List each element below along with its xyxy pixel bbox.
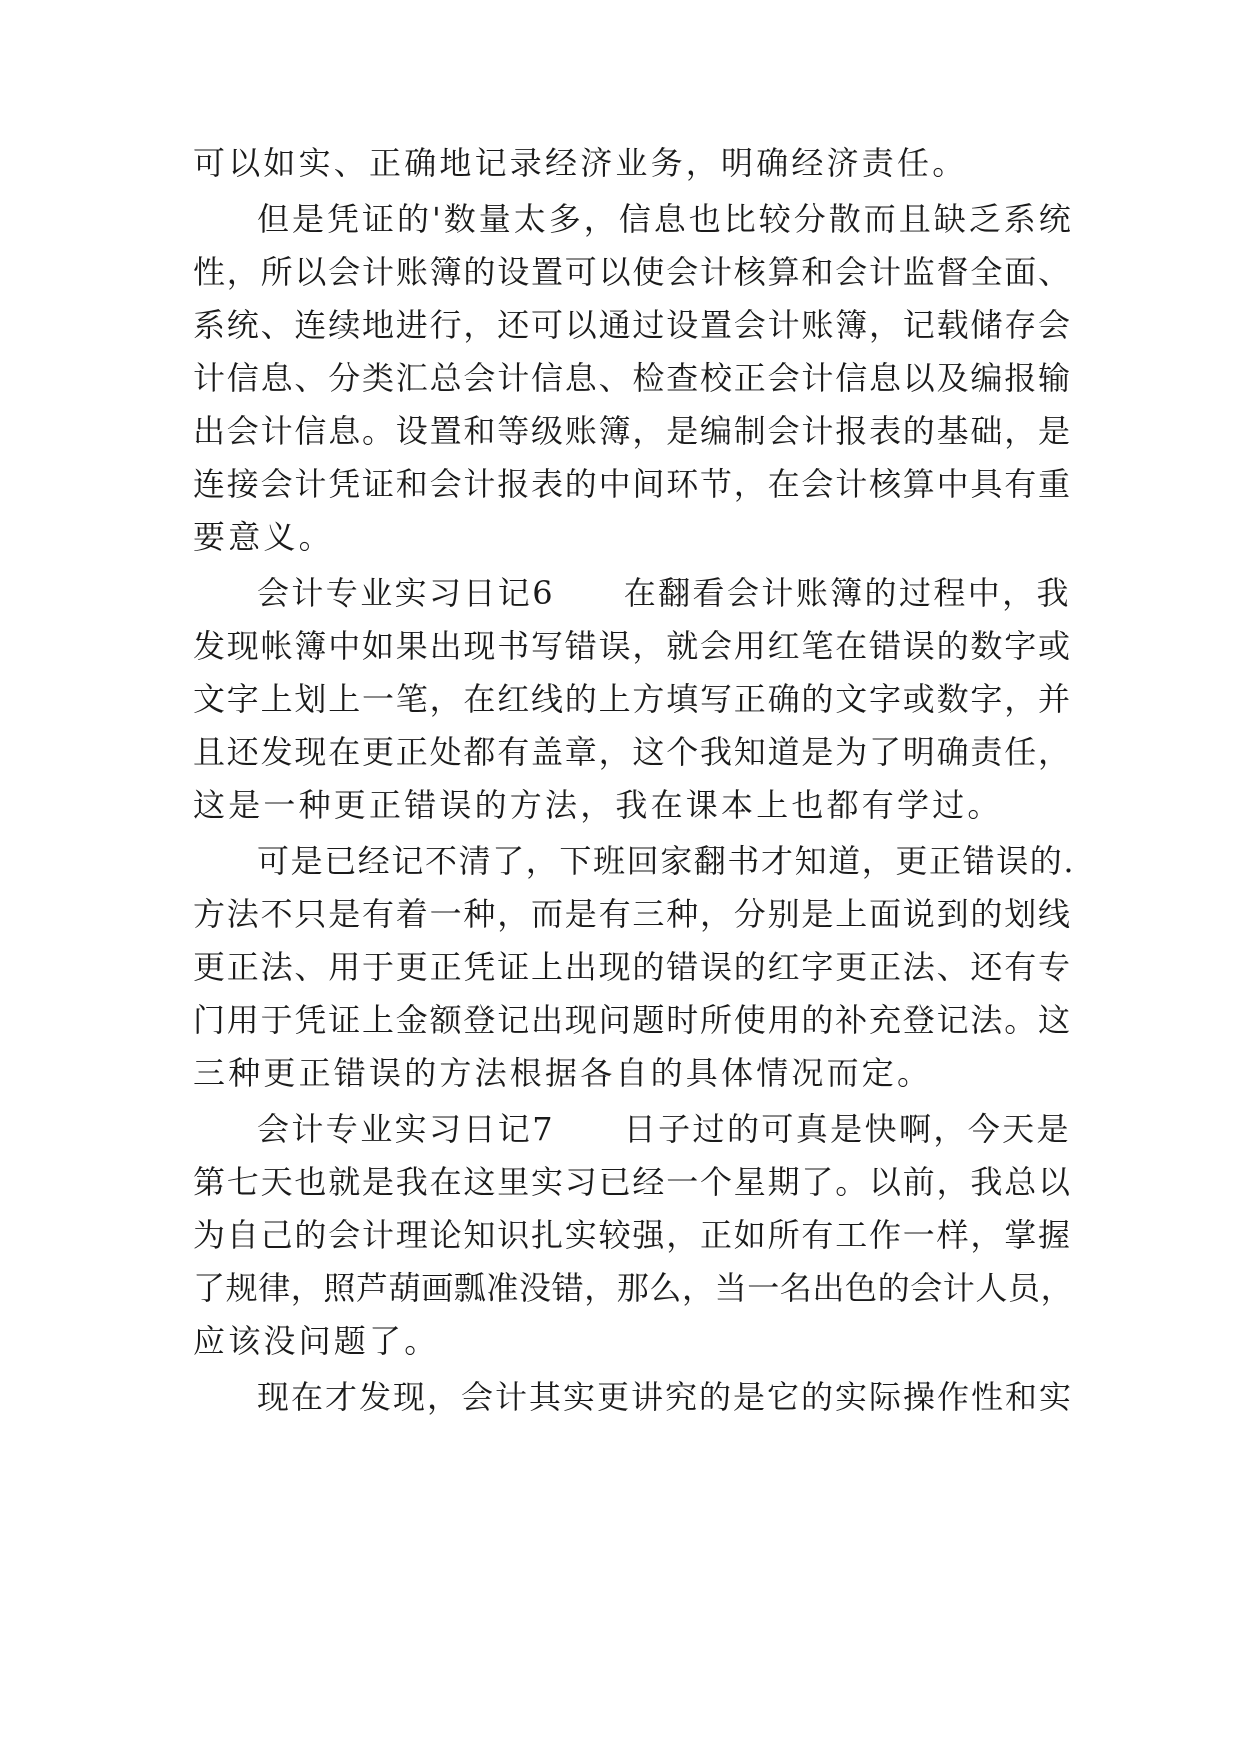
text-line: 这是一种更正错误的方法，我在课本上也都有学过。 [193, 786, 1003, 824]
text-line: 三种更正错误的方法根据各自的具体情况而定。 [193, 1054, 933, 1092]
text-line: 了规律，照芦葫画瓢准没错，那么，当一名出色的会计人员， [193, 1269, 1074, 1307]
text-line: 会计专业实习日记6 在翻看会计账簿的过程中，我 [257, 574, 1071, 612]
text-line: 且还发现在更正处都有盖章，这个我知道是为了明确责任， [193, 733, 1072, 771]
text-line: 出会计信息。设置和等级账簿，是编制会计报表的基础，是 [193, 412, 1072, 450]
text-line: 发现帐簿中如果出现书写错误，就会用红笔在错误的数字或 [193, 627, 1072, 665]
text-line: 性，所以会计账簿的设置可以使会计核算和会计监督全面、 [193, 253, 1072, 291]
text-line: 计信息、分类汇总会计信息、检查校正会计信息以及编报输 [193, 359, 1072, 397]
text-line: 要意义。 [193, 518, 334, 556]
text-line: 但是凭证的'数量太多，信息也比较分散而且缺乏系统 [257, 200, 1074, 238]
text-line: 应该没问题了。 [193, 1322, 440, 1360]
text-line: 更正法、用于更正凭证上出现的错误的红字更正法、还有专 [193, 948, 1072, 986]
text-line: 为自己的会计理论知识扎实较强，正如所有工作一样，掌握 [193, 1216, 1072, 1254]
text-line: 方法不只是有着一种，而是有三种，分别是上面说到的划线 [193, 895, 1072, 933]
text-line: 第七天也就是我在这里实习已经一个星期了。以前，我总以 [193, 1163, 1072, 1201]
text-line: 门用于凭证上金额登记出现问题时所使用的补充登记法。这 [193, 1001, 1072, 1039]
text-line: 连接会计凭证和会计报表的中间环节，在会计核算中具有重 [193, 465, 1072, 503]
text-line: 文字上划上一笔，在红线的上方填写正确的文字或数字，并 [193, 680, 1072, 718]
text-line: 可以如实、正确地记录经济业务，明确经济责任。 [193, 144, 968, 182]
text-line: 可是已经记不清了，下班回家翻书才知道，更正错误的. [257, 842, 1076, 880]
text-line: 现在才发现，会计其实更讲究的是它的实际操作性和实 [257, 1378, 1074, 1416]
text-line: 系统、连续地进行，还可以通过设置会计账簿，记载储存会 [193, 306, 1072, 344]
text-line: 会计专业实习日记7 日子过的可真是快啊，今天是 [257, 1110, 1071, 1148]
